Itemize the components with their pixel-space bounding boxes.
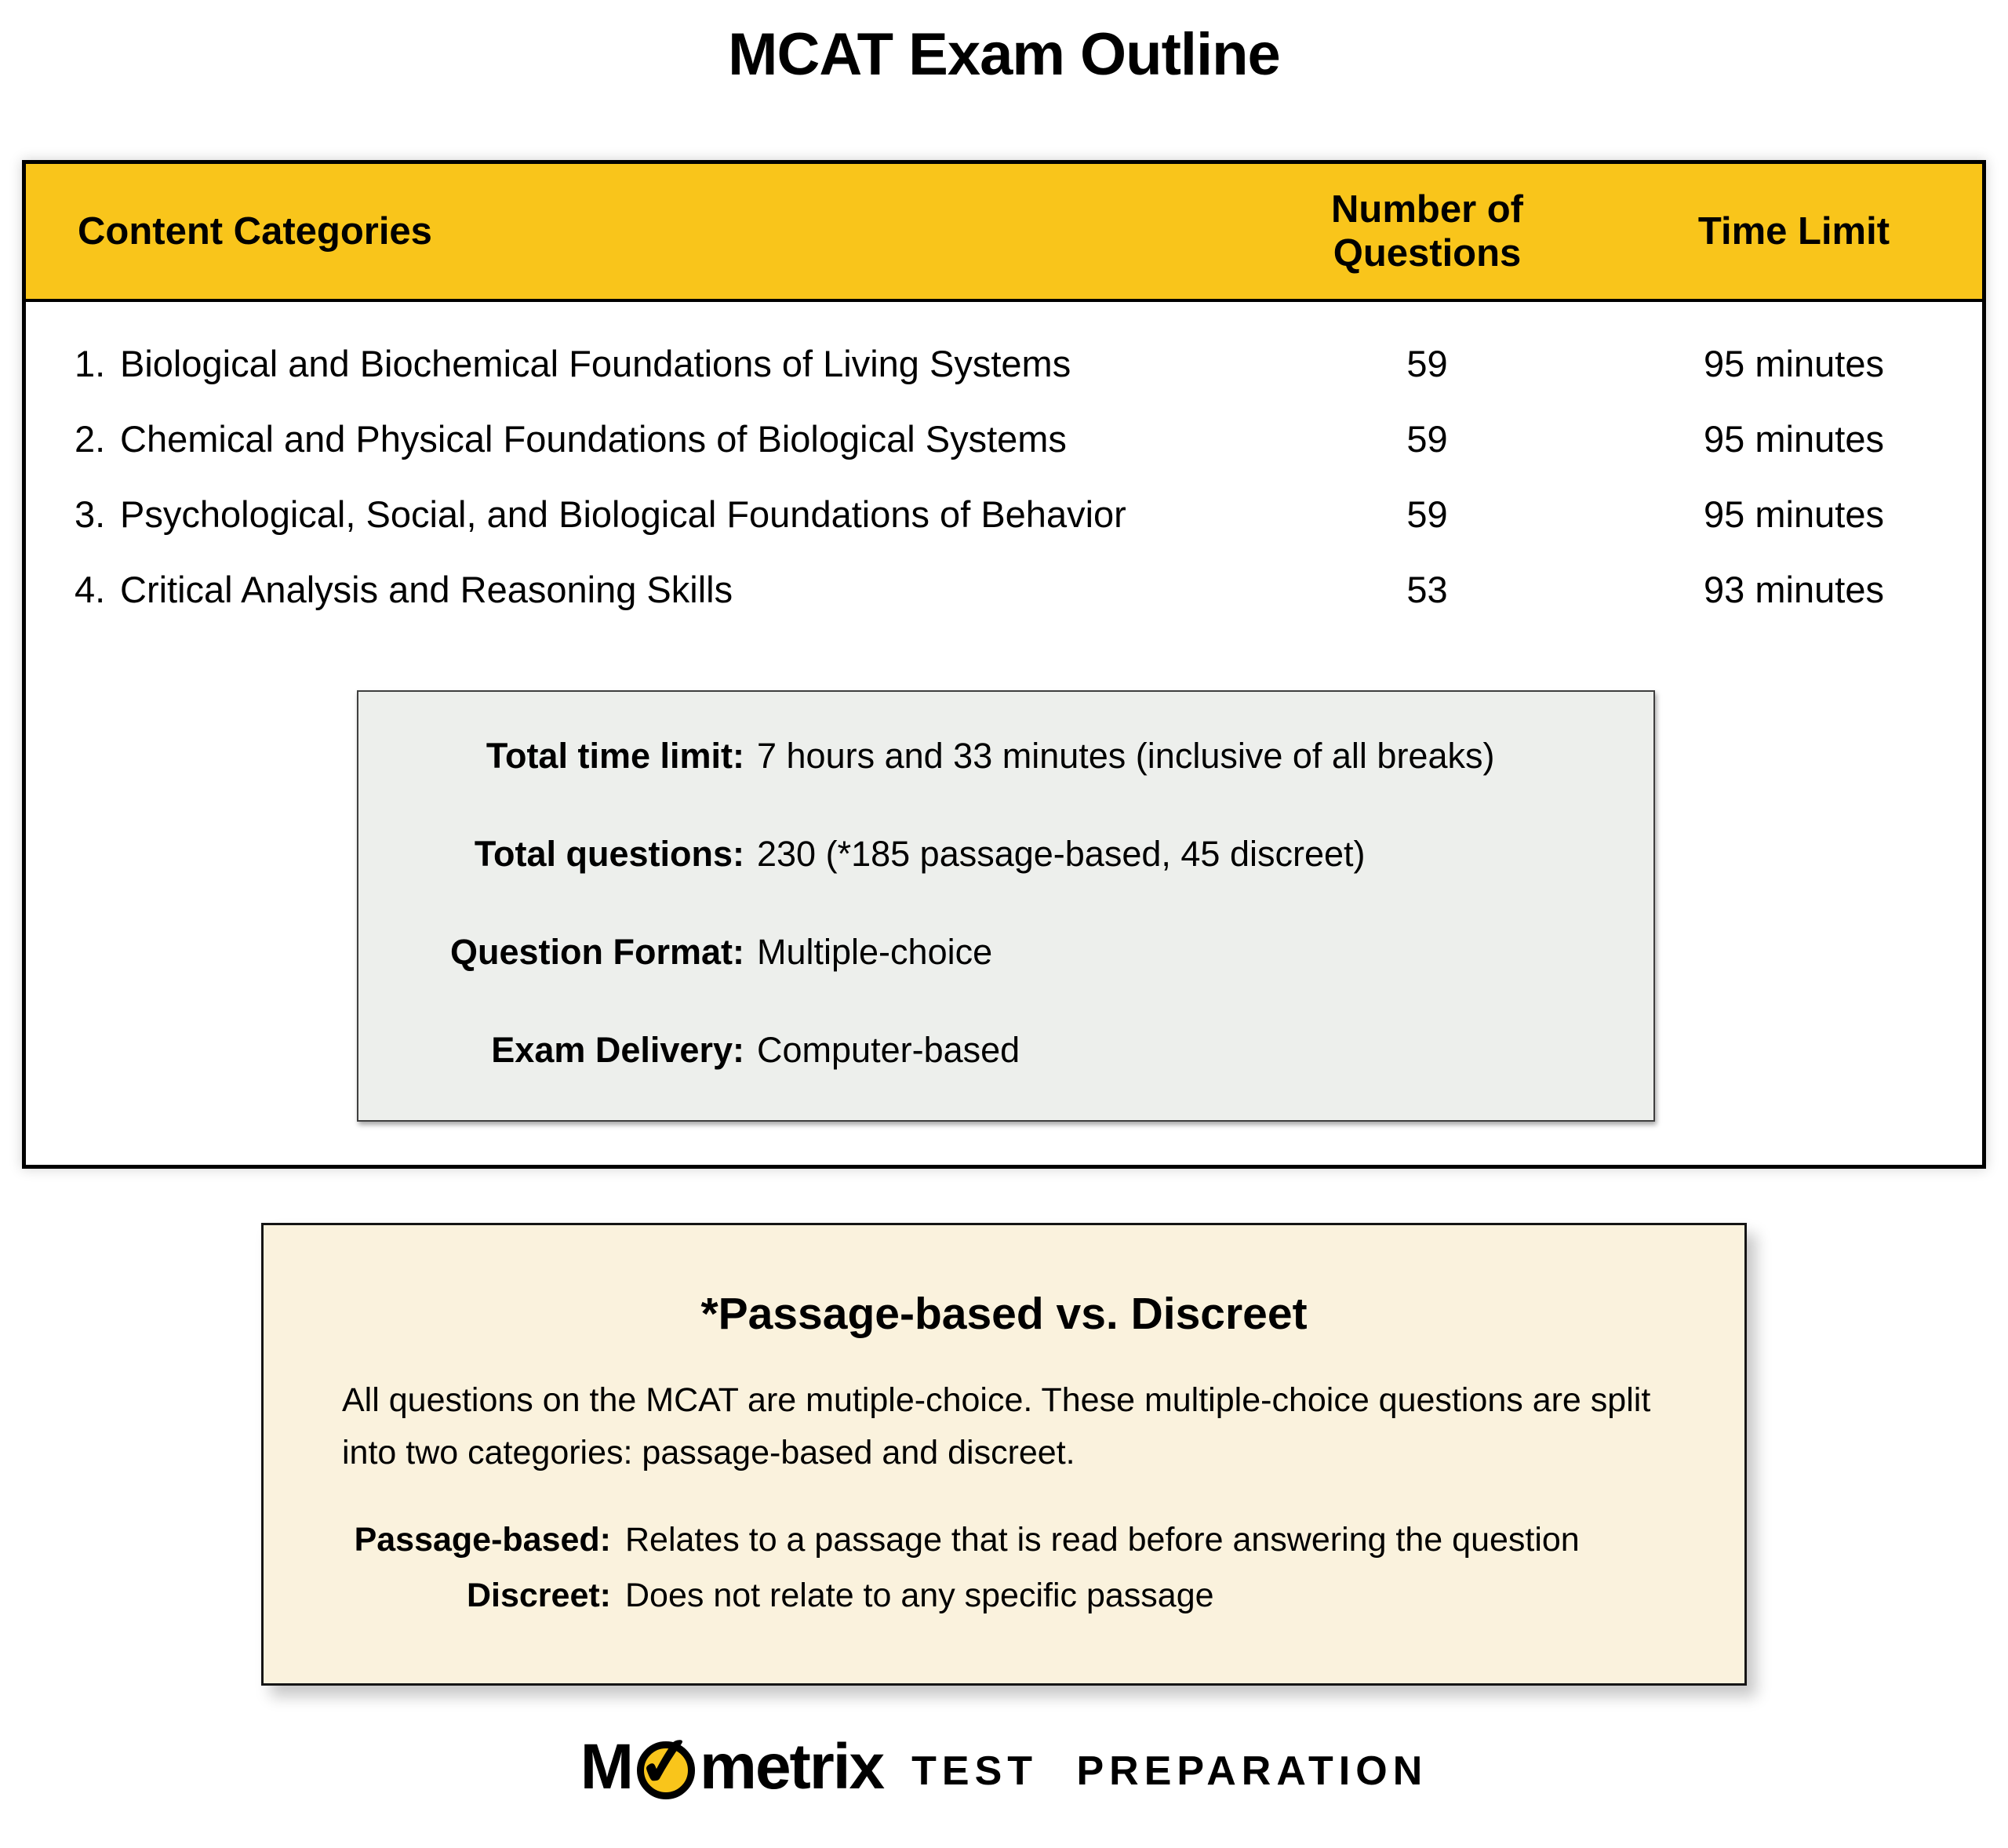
row-time: 95 minutes [1704,417,1884,460]
brand-tagline: TEST PREPARATION [911,1748,1428,1794]
definition-label: Discreet: [466,1577,611,1615]
summary-label: Question Format: [449,932,744,972]
table-row [26,476,1982,551]
row-time: 95 minutes [1704,342,1884,384]
table-row [26,326,1982,401]
summary-value: Multiple-choice [757,932,993,972]
summary-label: Exam Delivery: [491,1030,744,1070]
note-paragraph: All questions on the MCAT are mutiple-choice. These multiple-choice questions are split into two categories: passage-based and discreet. [342,1381,1651,1471]
summary-label: Total questions: [474,834,744,874]
table-row [26,551,1982,627]
summary-value: 230 (*185 passage-based, 45 discreet) [757,834,1366,874]
row-time: 95 minutes [1704,493,1884,535]
definition-value: Does not relate to any specific passage [625,1577,1214,1615]
brand-o-circle [634,1721,696,1803]
exam-table [22,160,1986,1169]
row-category: Biological and Biochemical Foundations of Living Systems [120,342,1071,384]
definition-value: Relates to a passage that is read before answering the question [625,1521,1580,1559]
summary-line [358,1030,1653,1071]
definition-line [264,1521,1744,1559]
row-questions: 59 [1406,493,1448,535]
summary-label: Total time limit: [486,736,744,776]
table-header-row [26,164,1982,302]
page-title: MCAT Exam Outline [728,21,1280,88]
row-number: 2. [75,417,106,460]
summary-value: Computer-based [757,1030,1020,1070]
summary-line [358,932,1653,973]
row-questions: 59 [1406,342,1448,384]
header-cell-questions: Number of Questions [1331,187,1523,275]
note-box [261,1223,1747,1686]
definition-label: Passage-based: [354,1521,611,1559]
brand-letters-rest: metrix [700,1731,884,1803]
note-heading: *Passage-based vs. Discreet [700,1289,1308,1339]
header-cell-time: Time Limit [1697,210,1890,253]
row-category: Chemical and Physical Foundations of Biological Systems [120,417,1067,460]
summary-box [357,690,1655,1122]
summary-line [358,736,1653,777]
footer-logo [0,1721,2008,1804]
check-icon: ✓ [634,1721,696,1803]
row-number: 1. [75,342,106,384]
header-cell-categories: Content Categories [78,210,432,253]
table-row [26,401,1982,476]
summary-line [358,834,1653,875]
row-questions: 59 [1406,417,1448,460]
row-number: 3. [75,493,106,535]
definitions [264,1521,1744,1615]
brand-letter-m: M [580,1731,633,1803]
row-questions: 53 [1406,568,1448,610]
row-time: 93 minutes [1704,568,1884,610]
summary-value: 7 hours and 33 minutes (inclusive of all breaks) [757,736,1495,776]
row-category: Psychological, Social, and Biological Foundations of Behavior [120,493,1126,535]
row-category: Critical Analysis and Reasoning Skills [120,568,733,610]
row-number: 4. [75,568,106,610]
brand-wordmark [580,1721,884,1804]
definition-line [264,1577,1744,1615]
table-body [26,302,1982,627]
